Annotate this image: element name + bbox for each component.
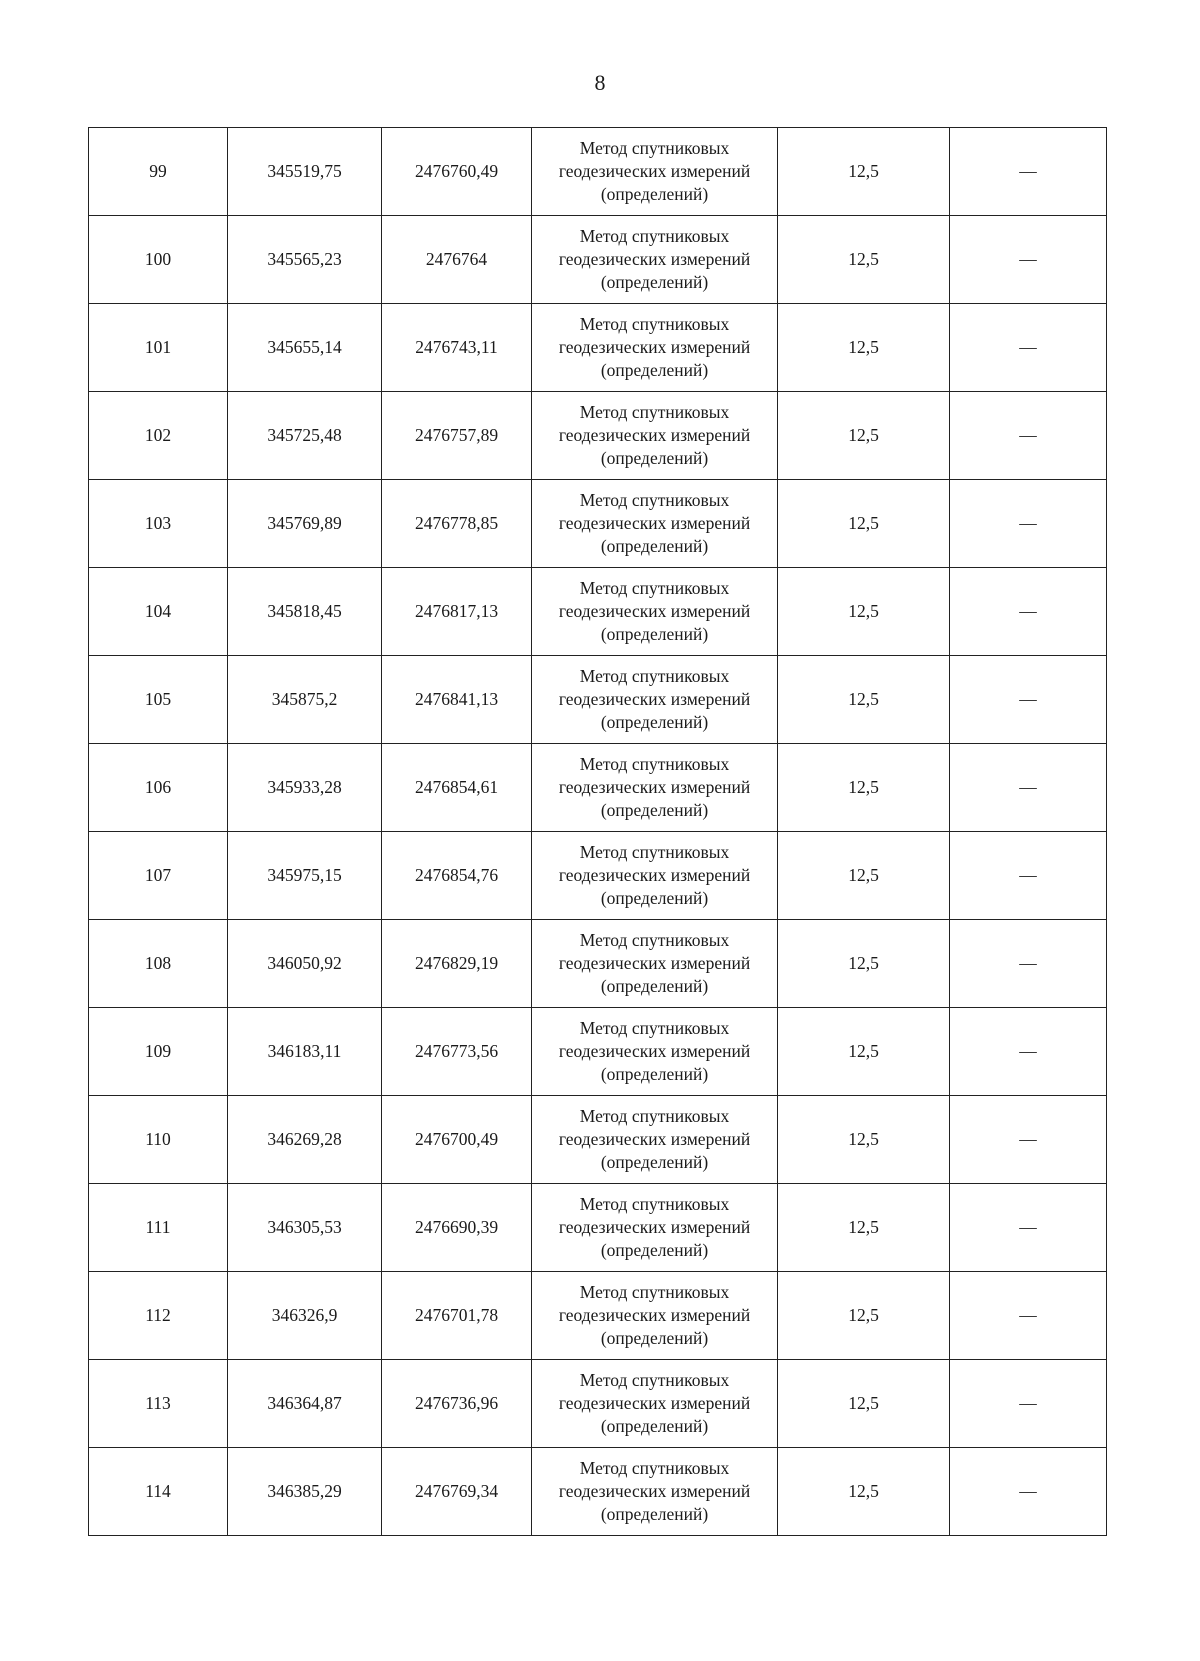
description-text: — <box>1019 953 1037 973</box>
page-number: 8 <box>594 70 606 95</box>
y-coordinate-cell <box>382 1448 532 1536</box>
point-number-cell <box>89 656 228 744</box>
method-cell <box>532 1184 778 1272</box>
x-coordinate-cell <box>228 392 382 480</box>
y-coordinate-text: 2476700,49 <box>414 1129 499 1149</box>
method-text: Метод спутниковых геодезических измерений (определений) <box>558 1282 751 1348</box>
y-coordinate-cell <box>382 1272 532 1360</box>
point-number-cell <box>89 1184 228 1272</box>
x-coordinate-text: 345875,2 <box>271 689 338 709</box>
method-cell <box>532 744 778 832</box>
method-cell <box>532 920 778 1008</box>
table-row <box>89 392 1107 480</box>
table-row <box>89 216 1107 304</box>
y-coordinate-cell <box>382 656 532 744</box>
description-cell <box>950 744 1107 832</box>
description-text: — <box>1019 337 1037 357</box>
point-number-text: 114 <box>145 1481 171 1501</box>
y-coordinate-cell <box>382 304 532 392</box>
x-coordinate-text: 346183,11 <box>267 1041 342 1061</box>
description-text: — <box>1019 425 1037 445</box>
point-number-cell <box>89 216 228 304</box>
point-number-text: 113 <box>145 1393 171 1413</box>
method-text: Метод спутниковых геодезических измерений (определений) <box>558 930 751 996</box>
y-coordinate-text: 2476764 <box>425 249 488 269</box>
point-number-text: 99 <box>149 161 167 181</box>
point-number-cell <box>89 1360 228 1448</box>
accuracy-cell <box>778 1096 950 1184</box>
method-text: Метод спутниковых геодезических измерений (определений) <box>558 490 751 556</box>
table-row <box>89 1096 1107 1184</box>
y-coordinate-text: 2476769,34 <box>414 1481 499 1501</box>
point-number-cell <box>89 392 228 480</box>
point-number-cell <box>89 744 228 832</box>
point-number-cell <box>89 568 228 656</box>
y-coordinate-cell <box>382 1008 532 1096</box>
x-coordinate-text: 346326,9 <box>271 1305 338 1325</box>
x-coordinate-cell <box>228 216 382 304</box>
x-coordinate-cell <box>228 480 382 568</box>
x-coordinate-text: 346269,28 <box>267 1129 342 1149</box>
y-coordinate-text: 2476829,19 <box>414 953 499 973</box>
point-number-cell <box>89 1448 228 1536</box>
table-row <box>89 920 1107 1008</box>
point-number-cell <box>89 128 228 216</box>
accuracy-text: 12,5 <box>848 161 879 181</box>
table-row <box>89 744 1107 832</box>
description-text: — <box>1019 601 1037 621</box>
y-coordinate-cell <box>382 744 532 832</box>
description-cell <box>950 304 1107 392</box>
method-cell <box>532 1096 778 1184</box>
description-cell <box>950 392 1107 480</box>
table-row <box>89 1360 1107 1448</box>
method-cell <box>532 1272 778 1360</box>
point-number-text: 105 <box>144 689 172 709</box>
table-row <box>89 1008 1107 1096</box>
x-coordinate-cell <box>228 1448 382 1536</box>
description-text: — <box>1019 1305 1037 1325</box>
point-number-text: 111 <box>145 1217 171 1237</box>
accuracy-text: 12,5 <box>848 953 879 973</box>
description-cell <box>950 832 1107 920</box>
accuracy-cell <box>778 920 950 1008</box>
method-cell <box>532 832 778 920</box>
x-coordinate-cell <box>228 1096 382 1184</box>
x-coordinate-cell <box>228 1008 382 1096</box>
description-text: — <box>1019 689 1037 709</box>
accuracy-text: 12,5 <box>848 1041 879 1061</box>
description-cell <box>950 1360 1107 1448</box>
description-text: — <box>1019 1393 1037 1413</box>
x-coordinate-text: 345818,45 <box>267 601 342 621</box>
table-row <box>89 832 1107 920</box>
x-coordinate-text: 345933,28 <box>267 777 342 797</box>
description-text: — <box>1019 1129 1037 1149</box>
accuracy-text: 12,5 <box>848 1129 879 1149</box>
y-coordinate-text: 2476778,85 <box>414 513 499 533</box>
table-row <box>89 568 1107 656</box>
accuracy-cell <box>778 656 950 744</box>
method-text: Метод спутниковых геодезических измерений (определений) <box>558 1458 751 1524</box>
accuracy-cell <box>778 1360 950 1448</box>
point-number-text: 110 <box>145 1129 171 1149</box>
y-coordinate-text: 2476743,11 <box>415 337 498 357</box>
y-coordinate-cell <box>382 128 532 216</box>
y-coordinate-text: 2476757,89 <box>414 425 499 445</box>
y-coordinate-cell <box>382 832 532 920</box>
accuracy-text: 12,5 <box>848 777 879 797</box>
point-number-text: 104 <box>144 601 172 621</box>
x-coordinate-text: 345655,14 <box>267 337 342 357</box>
point-number-cell <box>89 304 228 392</box>
table-row <box>89 1184 1107 1272</box>
y-coordinate-cell <box>382 920 532 1008</box>
y-coordinate-text: 2476841,13 <box>414 689 499 709</box>
description-text: — <box>1019 161 1037 181</box>
method-text: Метод спутниковых геодезических измерений (определений) <box>558 138 751 204</box>
x-coordinate-text: 345769,89 <box>267 513 342 533</box>
method-cell <box>532 392 778 480</box>
accuracy-text: 12,5 <box>848 1393 879 1413</box>
accuracy-cell <box>778 744 950 832</box>
method-cell <box>532 1008 778 1096</box>
point-number-text: 101 <box>144 337 172 357</box>
table-row <box>89 304 1107 392</box>
y-coordinate-text: 2476817,13 <box>414 601 499 621</box>
accuracy-text: 12,5 <box>848 513 879 533</box>
x-coordinate-text: 346050,92 <box>267 953 342 973</box>
description-cell <box>950 480 1107 568</box>
accuracy-cell <box>778 1008 950 1096</box>
method-text: Метод спутниковых геодезических измерений (определений) <box>558 1370 751 1436</box>
y-coordinate-cell <box>382 392 532 480</box>
method-cell <box>532 1448 778 1536</box>
method-text: Метод спутниковых геодезических измерений (определений) <box>558 402 751 468</box>
x-coordinate-cell <box>228 1184 382 1272</box>
description-text: — <box>1019 1041 1037 1061</box>
y-coordinate-cell <box>382 568 532 656</box>
x-coordinate-text: 345519,75 <box>267 161 342 181</box>
point-number-cell <box>89 480 228 568</box>
method-cell <box>532 128 778 216</box>
point-number-cell <box>89 1008 228 1096</box>
description-text: — <box>1019 1481 1037 1501</box>
y-coordinate-cell <box>382 1184 532 1272</box>
method-cell <box>532 480 778 568</box>
y-coordinate-text: 2476701,78 <box>414 1305 499 1325</box>
accuracy-text: 12,5 <box>848 689 879 709</box>
accuracy-cell <box>778 1272 950 1360</box>
accuracy-cell <box>778 1184 950 1272</box>
accuracy-text: 12,5 <box>848 601 879 621</box>
description-cell <box>950 920 1107 1008</box>
accuracy-cell <box>778 568 950 656</box>
x-coordinate-cell <box>228 920 382 1008</box>
accuracy-text: 12,5 <box>848 865 879 885</box>
table-row <box>89 128 1107 216</box>
x-coordinate-text: 346385,29 <box>267 1481 342 1501</box>
description-cell <box>950 1096 1107 1184</box>
description-cell <box>950 1272 1107 1360</box>
point-number-text: 103 <box>144 513 172 533</box>
x-coordinate-text: 346305,53 <box>267 1217 342 1237</box>
description-cell <box>950 128 1107 216</box>
accuracy-cell <box>778 832 950 920</box>
point-number-text: 109 <box>144 1041 172 1061</box>
point-number-text: 112 <box>145 1305 171 1325</box>
coordinates-table-body <box>89 128 1107 1536</box>
method-text: Метод спутниковых геодезических измерений (определений) <box>558 1106 751 1172</box>
accuracy-text: 12,5 <box>848 249 879 269</box>
x-coordinate-cell <box>228 1272 382 1360</box>
description-cell <box>950 1448 1107 1536</box>
y-coordinate-cell <box>382 480 532 568</box>
method-cell <box>532 656 778 744</box>
x-coordinate-cell <box>228 656 382 744</box>
description-text: — <box>1019 777 1037 797</box>
x-coordinate-text: 345975,15 <box>267 865 342 885</box>
y-coordinate-text: 2476854,76 <box>414 865 499 885</box>
x-coordinate-cell <box>228 568 382 656</box>
method-text: Метод спутниковых геодезических измерений (определений) <box>558 314 751 380</box>
method-text: Метод спутниковых геодезических измерений (определений) <box>558 1194 751 1260</box>
description-cell <box>950 1008 1107 1096</box>
x-coordinate-text: 346364,87 <box>267 1393 342 1413</box>
y-coordinate-text: 2476773,56 <box>414 1041 499 1061</box>
accuracy-cell <box>778 304 950 392</box>
table-row <box>89 480 1107 568</box>
accuracy-cell <box>778 480 950 568</box>
description-text: — <box>1019 513 1037 533</box>
description-cell <box>950 656 1107 744</box>
y-coordinate-cell <box>382 1360 532 1448</box>
method-text: Метод спутниковых геодезических измерений (определений) <box>558 842 751 908</box>
x-coordinate-cell <box>228 744 382 832</box>
point-number-cell <box>89 1272 228 1360</box>
method-text: Метод спутниковых геодезических измерений (определений) <box>558 226 751 292</box>
method-cell <box>532 1360 778 1448</box>
table-row <box>89 1448 1107 1536</box>
y-coordinate-cell <box>382 1096 532 1184</box>
x-coordinate-text: 345565,23 <box>267 249 342 269</box>
table-row <box>89 656 1107 744</box>
x-coordinate-cell <box>228 1360 382 1448</box>
description-text: — <box>1019 249 1037 269</box>
table-row <box>89 1272 1107 1360</box>
point-number-text: 108 <box>144 953 172 973</box>
accuracy-text: 12,5 <box>848 425 879 445</box>
description-cell <box>950 216 1107 304</box>
accuracy-text: 12,5 <box>848 337 879 357</box>
accuracy-text: 12,5 <box>848 1305 879 1325</box>
description-cell <box>950 1184 1107 1272</box>
y-coordinate-text: 2476760,49 <box>414 161 499 181</box>
point-number-text: 102 <box>144 425 172 445</box>
y-coordinate-text: 2476736,96 <box>414 1393 499 1413</box>
y-coordinate-text: 2476854,61 <box>414 777 499 797</box>
point-number-cell <box>89 1096 228 1184</box>
x-coordinate-text: 345725,48 <box>267 425 342 445</box>
accuracy-cell <box>778 1448 950 1536</box>
x-coordinate-cell <box>228 128 382 216</box>
description-cell <box>950 568 1107 656</box>
method-cell <box>532 304 778 392</box>
method-text: Метод спутниковых геодезических измерений (определений) <box>558 754 751 820</box>
y-coordinate-cell <box>382 216 532 304</box>
accuracy-text: 12,5 <box>848 1481 879 1501</box>
method-text: Метод спутниковых геодезических измерений (определений) <box>558 666 751 732</box>
x-coordinate-cell <box>228 832 382 920</box>
accuracy-cell <box>778 216 950 304</box>
accuracy-cell <box>778 392 950 480</box>
description-text: — <box>1019 1217 1037 1237</box>
point-number-cell <box>89 832 228 920</box>
y-coordinate-text: 2476690,39 <box>414 1217 499 1237</box>
description-text: — <box>1019 865 1037 885</box>
method-cell <box>532 568 778 656</box>
method-text: Метод спутниковых геодезических измерений (определений) <box>558 1018 751 1084</box>
point-number-cell <box>89 920 228 1008</box>
point-number-text: 107 <box>144 865 172 885</box>
point-number-text: 100 <box>144 249 172 269</box>
accuracy-cell <box>778 128 950 216</box>
method-cell <box>532 216 778 304</box>
x-coordinate-cell <box>228 304 382 392</box>
method-text: Метод спутниковых геодезических измерений (определений) <box>558 578 751 644</box>
accuracy-text: 12,5 <box>848 1217 879 1237</box>
coordinates-table <box>88 127 1107 1536</box>
point-number-text: 106 <box>144 777 172 797</box>
